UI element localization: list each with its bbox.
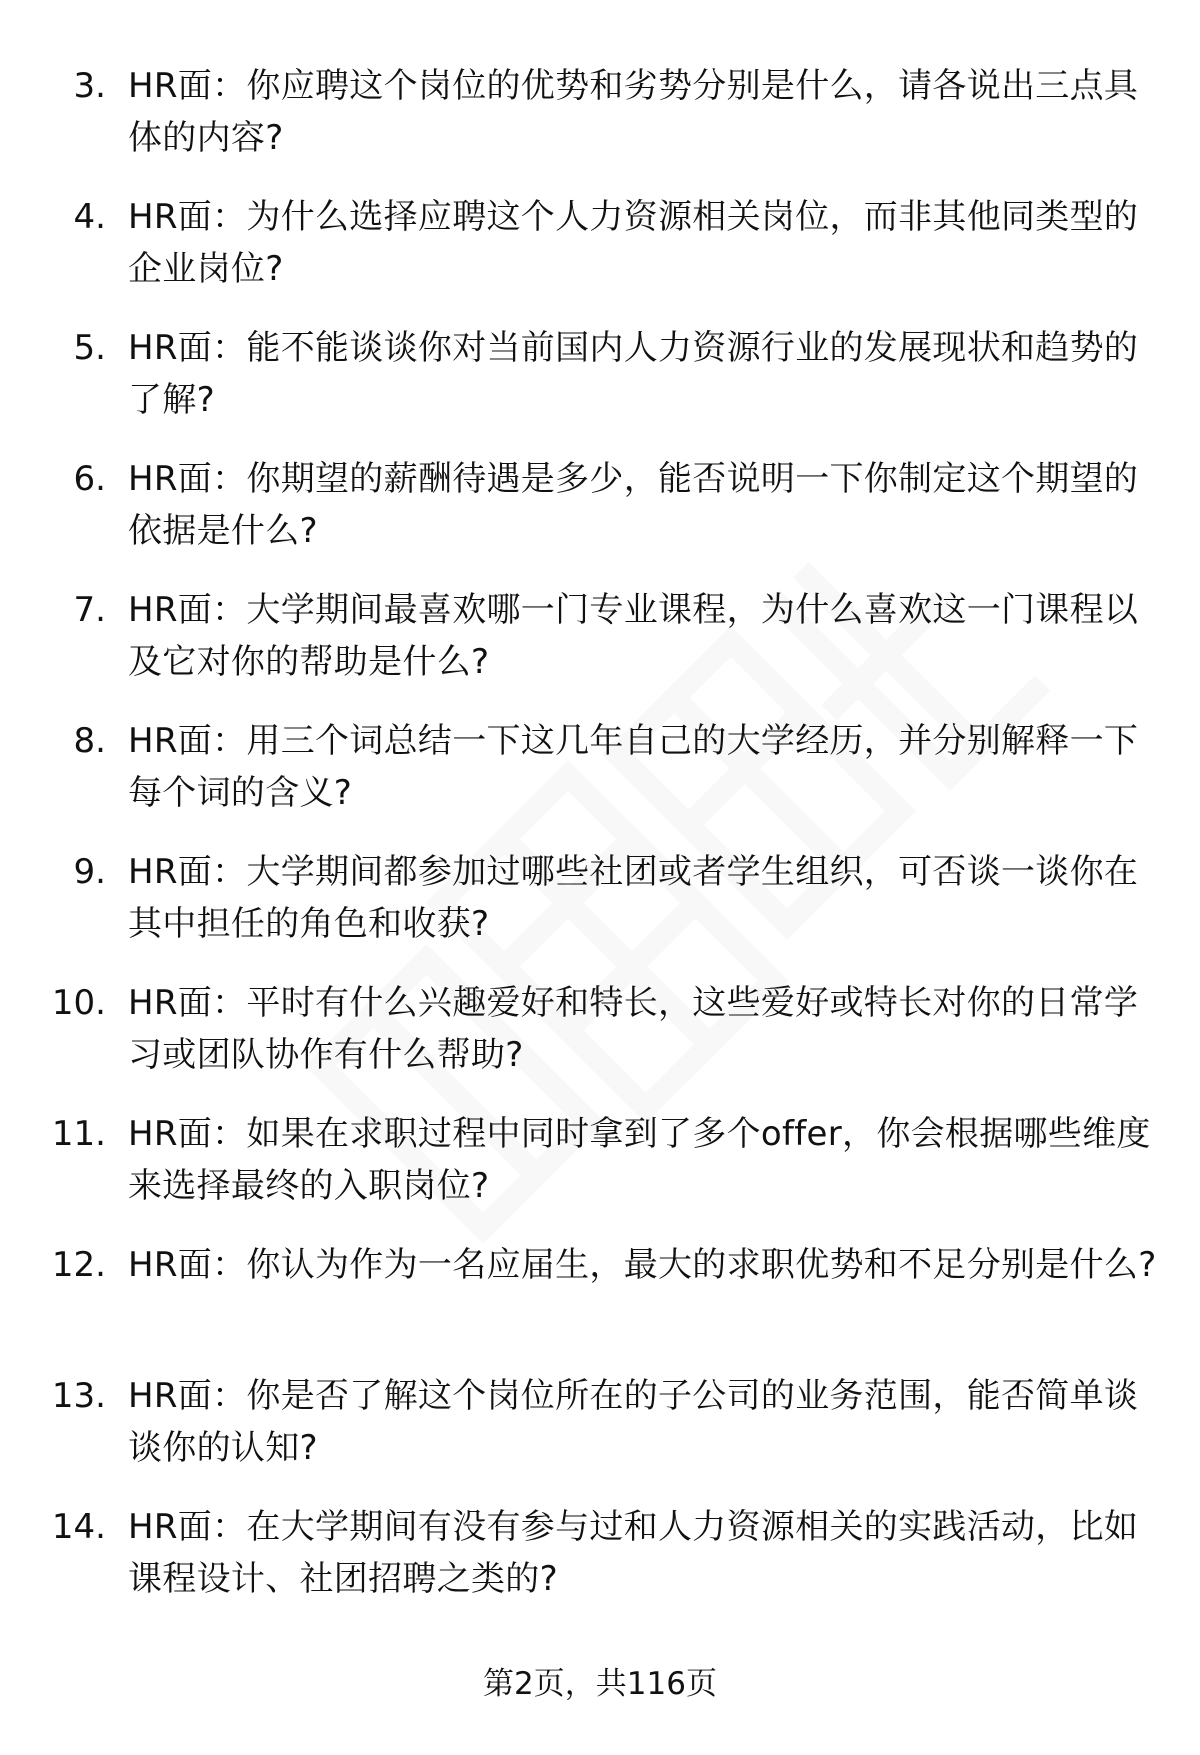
- question-number: 9.: [73, 852, 106, 892]
- question-item-8: [48, 715, 1158, 846]
- question-number: 11.: [51, 1114, 106, 1154]
- question-number: 12.: [51, 1245, 106, 1285]
- question-number: 13.: [51, 1376, 106, 1416]
- question-item-12: [48, 1239, 1158, 1370]
- question-text: HR面：你应聘这个岗位的优势和劣势分别是什么，请各说出三点具体的内容?: [128, 66, 1139, 158]
- question-text: HR面：在大学期间有没有参与过和人力资源相关的实践活动，比如课程设计、社团招聘之类的?: [128, 1507, 1139, 1599]
- question-number: 4.: [73, 197, 106, 237]
- question-text: HR面：为什么选择应聘这个人力资源相关岗位，而非其他同类型的企业岗位?: [128, 197, 1139, 289]
- question-number: 7.: [73, 590, 106, 630]
- page-indicator: 第2页，共116页: [483, 1666, 717, 1702]
- question-number: 6.: [73, 459, 106, 499]
- question-item-11: [48, 1108, 1158, 1239]
- question-item-4: [48, 191, 1158, 322]
- question-number: 14.: [51, 1507, 106, 1547]
- question-list: [48, 60, 1158, 1632]
- question-text: HR面：用三个词总结一下这几年自己的大学经历，并分别解释一下每个词的含义?: [128, 721, 1139, 813]
- question-item-3: [48, 60, 1158, 191]
- question-text: HR面：大学期间都参加过哪些社团或者学生组织，可否谈一谈你在其中担任的角色和收获?: [128, 852, 1139, 944]
- question-number: 10.: [51, 983, 106, 1023]
- question-number: 5.: [73, 328, 106, 368]
- question-item-6: [48, 453, 1158, 584]
- question-text: HR面：你是否了解这个岗位所在的子公司的业务范围，能否简单谈谈你的认知?: [128, 1376, 1139, 1468]
- question-item-7: [48, 584, 1158, 715]
- question-text: HR面：你认为作为一名应届生，最大的求职优势和不足分别是什么?: [128, 1245, 1157, 1285]
- question-text: HR面：能不能谈谈你对当前国内人力资源行业的发展现状和趋势的了解?: [128, 328, 1139, 420]
- question-item-14: [48, 1501, 1158, 1632]
- question-item-5: [48, 322, 1158, 453]
- question-text: HR面：如果在求职过程中同时拿到了多个offer，你会根据哪些维度来选择最终的入职岗位?: [128, 1114, 1151, 1206]
- question-text: HR面：平时有什么兴趣爱好和特长，这些爱好或特长对你的日常学习或团队协作有什么帮助?: [128, 983, 1139, 1075]
- question-item-10: [48, 977, 1158, 1108]
- question-number: 8.: [73, 721, 106, 761]
- question-number: 3.: [73, 66, 106, 106]
- question-item-13: [48, 1370, 1158, 1501]
- question-item-9: [48, 846, 1158, 977]
- question-text: HR面：你期望的薪酬待遇是多少，能否说明一下你制定这个期望的依据是什么?: [128, 459, 1139, 551]
- question-text: HR面：大学期间最喜欢哪一门专业课程，为什么喜欢这一门课程以及它对你的帮助是什么?: [128, 590, 1139, 682]
